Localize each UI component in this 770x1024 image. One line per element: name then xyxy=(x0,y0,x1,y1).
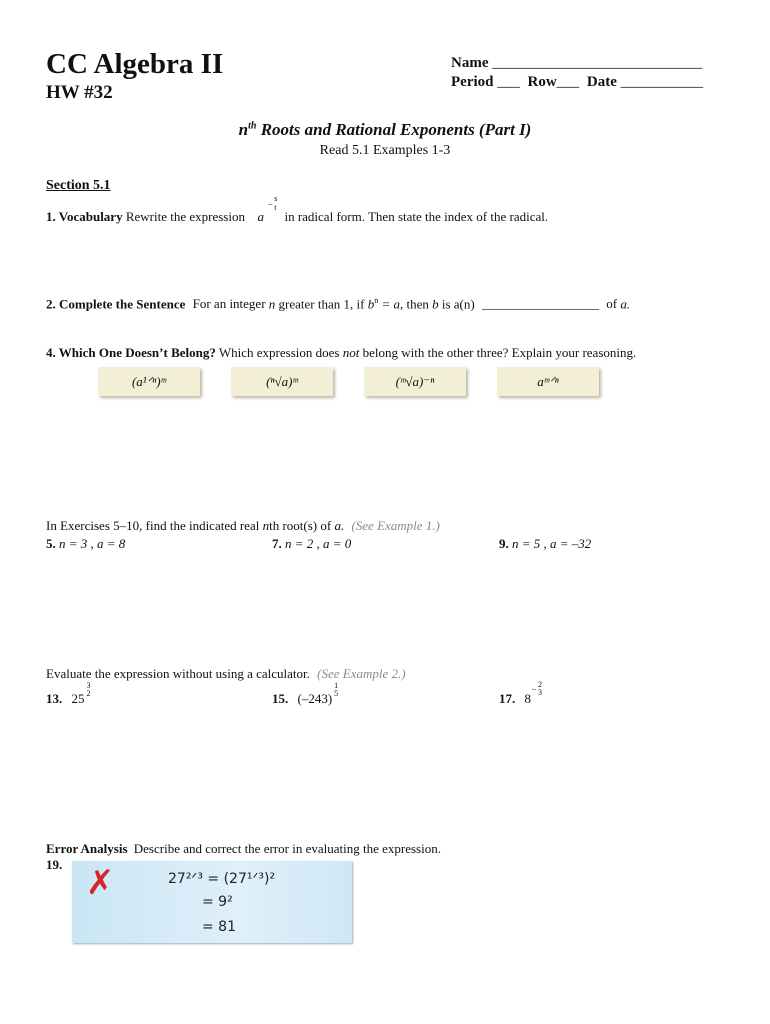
exercise-7 xyxy=(272,536,351,552)
lesson-heading xyxy=(0,120,770,140)
ex17-exp-sign: – xyxy=(532,684,536,693)
q1-label: 1. Vocabulary xyxy=(46,209,123,224)
ex17-exp-num: 2 xyxy=(538,680,542,689)
error-text: Describe and correct the error in evaluating the expression. xyxy=(133,841,441,856)
period-row-date-fields[interactable] xyxy=(451,74,703,91)
ex13-base: 25 xyxy=(71,691,85,706)
ex13-num: 13. xyxy=(46,691,63,706)
q1-exp-num: s xyxy=(274,194,278,203)
ex17-base: 8 xyxy=(524,691,531,706)
ex15-exp-num: 1 xyxy=(334,681,339,690)
q2-eq-sup: n xyxy=(374,296,379,305)
eval-intro-text: Evaluate the expression without using a calculator. xyxy=(46,666,310,681)
ex15-base: (–243) xyxy=(297,691,333,706)
evaluate-intro xyxy=(46,666,406,682)
q2-text-d: is a(n) xyxy=(441,296,475,312)
q1-text-a: Rewrite the expression xyxy=(125,209,245,224)
q1-exp-minus: – xyxy=(268,199,273,208)
reading-assignment: Read 5.1 Examples 1-3 xyxy=(319,143,451,158)
ex13-exp-den: 2 xyxy=(86,689,91,698)
heading-n: n xyxy=(238,120,249,139)
q2-label: 2. Complete the Sentence xyxy=(46,296,186,312)
q2-a: a. xyxy=(620,296,631,312)
ex17-exp-den: 3 xyxy=(538,688,542,697)
ex7-text: n = 2 , a = 0 xyxy=(285,536,352,551)
date-label: Date xyxy=(586,74,617,90)
error-line-1: 27²ᐟ³ = (27¹ᐟ³)² xyxy=(168,871,276,887)
q2-eq-rest: = a xyxy=(378,296,400,312)
error-example-box xyxy=(72,861,352,943)
expression-card-b: (ⁿ√a)ᵐ xyxy=(231,367,333,396)
error-analysis-prompt xyxy=(46,841,441,857)
date-line: ___________ xyxy=(620,74,704,90)
ex9-text: n = 5 , a = –32 xyxy=(512,536,592,551)
name-line: ____________________________ xyxy=(492,55,703,71)
ex5-text: n = 3 , a = 8 xyxy=(59,536,126,551)
ex15-exp-den: 5 xyxy=(334,689,339,698)
q2-text-a: For an integer xyxy=(192,296,266,312)
ex-intro-b: th root(s) of xyxy=(269,518,332,533)
exercise-15 xyxy=(272,681,340,707)
ex17-num: 17. xyxy=(499,691,516,706)
question-1 xyxy=(46,194,549,225)
ex-see-example: (See Example 1.) xyxy=(351,518,440,533)
ex-intro-a: In Exercises 5–10, find the indicated real xyxy=(46,518,260,533)
section-label: Section 5.1 xyxy=(46,178,111,193)
exercise-17 xyxy=(499,680,545,707)
q4-label: 4. Which One Doesn’t Belong? xyxy=(46,345,216,360)
question-2 xyxy=(46,296,630,312)
error-line-3: = 81 xyxy=(202,919,236,935)
q1-exp-den: t xyxy=(274,203,277,212)
eval-see-example: (See Example 2.) xyxy=(317,666,406,681)
exercise-9 xyxy=(499,536,591,552)
ex-intro-n: n xyxy=(262,518,270,533)
q1-text-b: in radical form. Then state the index of the radical. xyxy=(284,209,549,224)
ex13-exp-num: 3 xyxy=(86,681,91,690)
q1-base: a xyxy=(257,209,264,224)
ex19-num: 19. xyxy=(46,857,63,872)
expression-card-c: (ᵐ√a)⁻ⁿ xyxy=(364,367,466,396)
exercise-13 xyxy=(46,681,93,707)
red-x-icon: ✗ xyxy=(86,863,115,903)
period-line: ___ xyxy=(497,74,520,90)
ex15-num: 15. xyxy=(272,691,289,706)
heading-sup: th xyxy=(248,120,257,132)
name-field[interactable] xyxy=(451,55,702,72)
exercise-5 xyxy=(46,536,125,552)
exercise-19-number xyxy=(46,857,62,873)
q4-not: not xyxy=(342,345,360,360)
worksheet-title: CC Algebra II xyxy=(46,48,224,80)
row-label: Row xyxy=(527,74,557,90)
q4-text-a: Which expression does xyxy=(218,345,340,360)
q2-n: n xyxy=(268,296,276,312)
error-label: Error Analysis xyxy=(46,841,128,856)
q2-text-b: greater than 1, if xyxy=(278,296,365,312)
row-line: ___ xyxy=(556,74,580,90)
question-4 xyxy=(46,345,636,361)
q2-b: b xyxy=(432,296,439,312)
name-label: Name xyxy=(451,55,489,71)
q2-eq-b: b xyxy=(367,296,375,312)
q4-text-b: belong with the other three? Explain your reasoning. xyxy=(362,345,637,360)
expression-card-d: aᵐᐟⁿ xyxy=(497,367,599,396)
exercises-5-10-intro xyxy=(46,518,440,534)
heading-text: Roots and Rational Exponents (Part I) xyxy=(256,120,532,139)
q2-blank[interactable]: __________________ xyxy=(481,296,599,312)
homework-number: HW #32 xyxy=(46,82,113,103)
ex7-num: 7. xyxy=(272,536,282,551)
ex9-num: 9. xyxy=(499,536,509,551)
ex5-num: 5. xyxy=(46,536,56,551)
ex-intro-a-var: a. xyxy=(334,518,345,533)
q2-text-e: of xyxy=(606,296,618,312)
period-label: Period xyxy=(451,74,494,90)
q2-text-c: , then xyxy=(399,296,429,312)
error-line-2: = 9² xyxy=(202,894,233,910)
expression-card-a: (a¹ᐟⁿ)ᵐ xyxy=(98,367,200,396)
